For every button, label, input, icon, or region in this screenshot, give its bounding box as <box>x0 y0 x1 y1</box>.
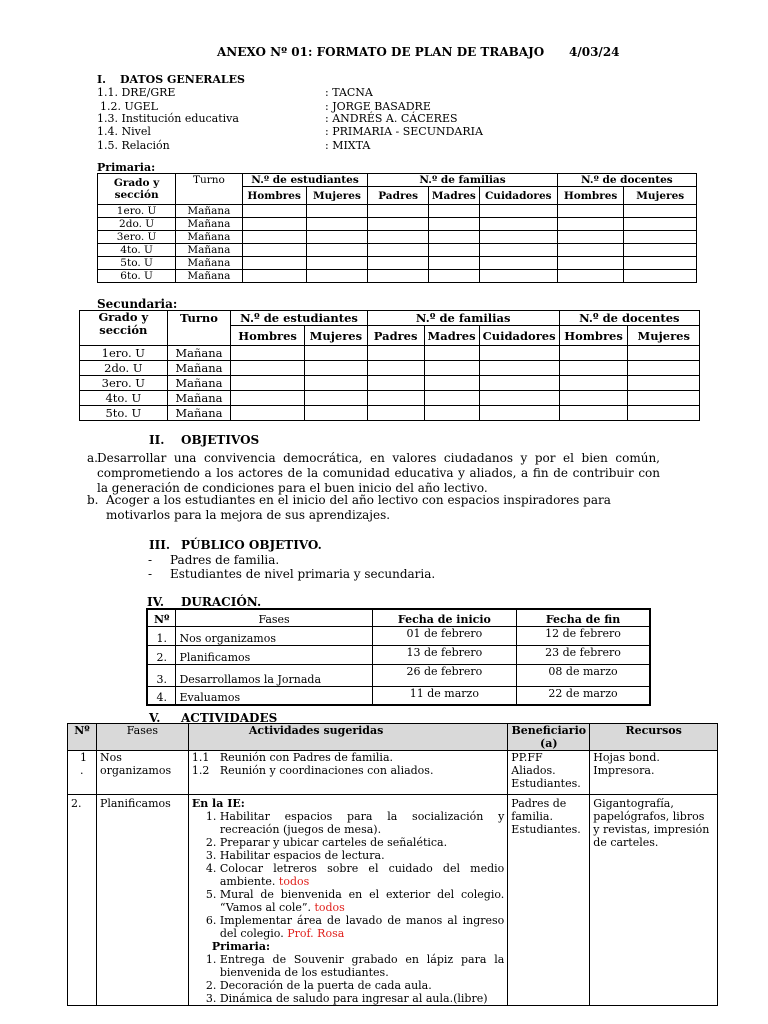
primaria-sublabel: Primaria: <box>211 940 271 953</box>
primaria-header-hombres: Hombres <box>242 187 306 205</box>
field-label-ie: 1.3. Institución educativa <box>97 112 239 125</box>
turno-cell: Mañana <box>176 257 243 270</box>
field-value-ie: : ANDRÉS A. CÁCERES <box>325 112 458 125</box>
turno-cell: Mañana <box>176 270 243 283</box>
primaria-table <box>97 173 697 283</box>
grado-cell: 3ero. U <box>98 231 176 244</box>
actividad-item: 1.2 Reunión y coordinaciones con aliados. <box>191 764 434 777</box>
grado-cell: 3ero. U <box>80 376 168 391</box>
grado-cell: 5to. U <box>98 257 176 270</box>
actividades-cell <box>188 795 507 1006</box>
field-label-relacion: 1.5. Relación <box>97 139 170 152</box>
table-row <box>98 257 697 270</box>
primaria-label: Primaria: <box>97 161 156 174</box>
table-row <box>68 751 718 795</box>
list-item <box>220 862 504 888</box>
beneficiario-cell: PP.FF Aliados. Estudiantes. <box>508 751 590 795</box>
table-row <box>98 244 697 257</box>
table-row <box>80 346 700 361</box>
duracion-header-fases: Fases <box>176 609 372 626</box>
grado-cell: 1ero. U <box>98 205 176 218</box>
primaria-header-mujeres: Mujeres <box>306 187 368 205</box>
actividades-header-sugeridas: Actividades sugeridas <box>188 724 507 751</box>
num-cell: 4. <box>147 686 176 705</box>
field-label-dre: 1.1. DRE/GRE <box>97 86 176 99</box>
secundaria-header-padres: Padres <box>367 326 424 346</box>
fase-cell: Evaluamos <box>176 686 372 705</box>
responsable-tag: todos <box>278 875 310 888</box>
primaria-header-familias: N.º de familias <box>368 174 557 187</box>
grado-cell: 5to. U <box>80 406 168 421</box>
table-row <box>147 686 650 705</box>
objetivo-a-text: Desarrollar una convivencia democrática, en valores ciudadanos y por el bien común, comprometiendo a los actores de la comunidad educativa y aliados, a fin de contribuir con la generación de condiciones para el buen inicio del año lectivo. <box>97 451 660 495</box>
inicio-cell: 11 de marzo <box>372 686 516 705</box>
actividades-cell <box>188 751 507 795</box>
primaria-header-madres: Madres <box>428 187 479 205</box>
actividades-header-recursos: Recursos <box>590 724 718 751</box>
primaria-header-cuidadores: Cuidadores <box>479 187 557 205</box>
primaria-header-padres: Padres <box>368 187 429 205</box>
secundaria-header-cuidadores: Cuidadores <box>479 326 559 346</box>
num-cell: 1 . <box>68 751 97 795</box>
turno-cell: Mañana <box>167 361 231 376</box>
duracion-table <box>146 608 651 706</box>
secundaria-header-hombres: Hombres <box>231 326 305 346</box>
field-label-nivel: 1.4. Nivel <box>97 125 151 138</box>
fase-cell: Nos organizamos <box>96 751 188 795</box>
table-row <box>80 376 700 391</box>
secundaria-table <box>79 310 700 421</box>
secundaria-header-familias: N.º de familias <box>367 311 559 326</box>
field-label-ugel: 1.2. UGEL <box>100 100 158 113</box>
primaria-header-estudiantes: N.º de estudiantes <box>242 174 368 187</box>
item-text: Entrega de Souvenir grabado en lápiz para la bienvenida de los estudiantes. <box>219 953 505 979</box>
list-item <box>220 810 504 836</box>
ie-label: En la IE: <box>191 797 245 810</box>
table-row <box>80 391 700 406</box>
actividades-table <box>67 723 718 1006</box>
section2-number: II. <box>149 433 165 447</box>
secundaria-header-docentes: N.º de docentes <box>559 311 699 326</box>
section3-number: III. <box>149 538 171 552</box>
inicio-cell: 26 de febrero <box>372 664 516 686</box>
secundaria-header-madres: Madres <box>424 326 479 346</box>
grado-cell: 2do. U <box>80 361 168 376</box>
recursos-cell: Hojas bond. Impresora. <box>590 751 718 795</box>
secundaria-header-mujeres-docentes: Mujeres <box>628 326 700 346</box>
objetivo-b-text: Acoger a los estudiantes en el inicio del año lectivo con espacios inspiradores para motivarlos para la mejora de sus aprendizajes. <box>106 493 611 522</box>
duracion-header-num: Nº <box>147 609 176 626</box>
primaria-header-grado: Grado y sección <box>98 174 176 205</box>
secundaria-header-hombres-docentes: Hombres <box>559 326 628 346</box>
fase-cell: Nos organizamos <box>176 626 372 645</box>
num-cell: 2. <box>147 645 176 664</box>
actividades-header-fases: Fases <box>96 724 188 751</box>
grado-cell: 2do. U <box>98 218 176 231</box>
table-row <box>98 270 697 283</box>
item-text: Colocar letreros sobre el cuidado del medio ambiente. <box>219 862 505 888</box>
item-text: Habilitar espacios para la socialización y recreación (juegos de mesa). <box>219 810 505 836</box>
list-item <box>220 849 504 862</box>
fase-cell: Desarrollamos la Jornada <box>176 664 372 686</box>
inicio-cell: 01 de febrero <box>372 626 516 645</box>
fase-cell: Planificamos <box>176 645 372 664</box>
field-value-relacion: : MIXTA <box>325 139 371 152</box>
bullet-dash: - <box>148 553 153 567</box>
responsable-tag: Prof. Rosa <box>287 927 345 940</box>
item-text: Decoración de la puerta de cada aula. <box>219 979 432 992</box>
fin-cell: 23 de febrero <box>517 645 650 664</box>
num-cell: 3. <box>147 664 176 686</box>
table-row <box>147 626 650 645</box>
turno-cell: Mañana <box>167 376 231 391</box>
beneficiario-cell: Padres de familia. Estudiantes. <box>508 795 590 1006</box>
objetivo-a-marker: a. <box>87 451 98 465</box>
actividad-item: 1.1 Reunión con Padres de familia. <box>191 751 394 764</box>
grado-cell: 1ero. U <box>80 346 168 361</box>
turno-cell: Mañana <box>176 231 243 244</box>
grado-cell: 6to. U <box>98 270 176 283</box>
bullet-dash: - <box>148 567 153 581</box>
turno-cell: Mañana <box>167 391 231 406</box>
section1-number: I. <box>97 73 106 86</box>
primaria-header-hombres-docentes: Hombres <box>557 187 624 205</box>
item-text: Preparar y ubicar carteles de señalética. <box>219 836 448 849</box>
table-row <box>80 361 700 376</box>
table-row <box>147 664 650 686</box>
fase-cell: Planificamos <box>96 795 188 1006</box>
item-text: Habilitar espacios de lectura. <box>219 849 385 862</box>
table-row <box>68 795 718 1006</box>
secundaria-header-estudiantes: N.º de estudiantes <box>231 311 368 326</box>
turno-cell: Mañana <box>176 244 243 257</box>
table-row <box>147 645 650 664</box>
table-row <box>98 231 697 244</box>
section3-heading: PÚBLICO OBJETIVO. <box>181 538 322 552</box>
field-value-nivel: : PRIMARIA - SECUNDARIA <box>325 125 483 138</box>
actividades-header-num: Nº <box>68 724 97 751</box>
secundaria-header-turno: Turno <box>167 311 231 346</box>
section4-heading: DURACIÓN. <box>181 595 262 609</box>
fin-cell: 08 de marzo <box>517 664 650 686</box>
fin-cell: 12 de febrero <box>517 626 650 645</box>
actividades-header-beneficiario: Beneficiario (a) <box>508 724 590 751</box>
list-item <box>220 836 504 849</box>
section5-heading: ACTIVIDADES <box>181 711 278 725</box>
table-row <box>98 218 697 231</box>
field-value-dre: : TACNA <box>325 86 373 99</box>
list-item <box>220 888 504 914</box>
section5-number: V. <box>149 711 161 725</box>
responsable-tag: todos <box>314 901 345 914</box>
table-row <box>98 205 697 218</box>
document-title: ANEXO Nº 01: FORMATO DE PLAN DE TRABAJO <box>217 45 545 59</box>
primaria-header-mujeres-docentes: Mujeres <box>624 187 697 205</box>
grado-cell: 4to. U <box>98 244 176 257</box>
publico-item: Padres de familia. <box>170 553 280 567</box>
field-value-ugel: : JORGE BASADRE <box>325 100 431 113</box>
table-row <box>80 406 700 421</box>
num-cell: 1. <box>147 626 176 645</box>
section1-heading: DATOS GENERALES <box>120 73 245 86</box>
grado-cell: 4to. U <box>80 391 168 406</box>
recursos-cell: Gigantografía, papelógrafos, libros y revistas, impresión de carteles. <box>590 795 718 1006</box>
turno-cell: Mañana <box>167 346 231 361</box>
secundaria-label: Secundaria: <box>97 297 178 311</box>
section2-heading: OBJETIVOS <box>181 433 260 447</box>
item-text: Mural de bienvenida en el exterior del colegio. “Vamos al cole”. <box>219 888 505 914</box>
turno-cell: Mañana <box>176 218 243 231</box>
secundaria-header-grado: Grado y sección <box>80 311 168 346</box>
list-item <box>220 914 504 940</box>
turno-cell: Mañana <box>176 205 243 218</box>
list-item <box>220 979 504 992</box>
item-text: Dinámica de saludo para ingresar al aula.(libre) <box>219 992 488 1005</box>
section4-number: IV. <box>147 595 165 609</box>
fin-cell: 22 de marzo <box>517 686 650 705</box>
publico-item: Estudiantes de nivel primaria y secundaria. <box>170 567 436 581</box>
document-date: 4/03/24 <box>569 45 620 59</box>
duracion-header-fin: Fecha de fin <box>517 609 650 626</box>
item-text: Implementar área de lavado de manos al ingreso del colegio. <box>219 914 505 940</box>
primaria-header-turno: Turno <box>176 174 243 205</box>
primaria-header-docentes: N.º de docentes <box>557 174 696 187</box>
secundaria-header-mujeres: Mujeres <box>304 326 367 346</box>
list-item <box>220 953 504 979</box>
list-item <box>220 992 504 1005</box>
duracion-header-inicio: Fecha de inicio <box>372 609 516 626</box>
turno-cell: Mañana <box>167 406 231 421</box>
num-cell: 2. <box>68 795 97 1006</box>
objetivo-b-marker: b. <box>87 493 99 507</box>
inicio-cell: 13 de febrero <box>372 645 516 664</box>
